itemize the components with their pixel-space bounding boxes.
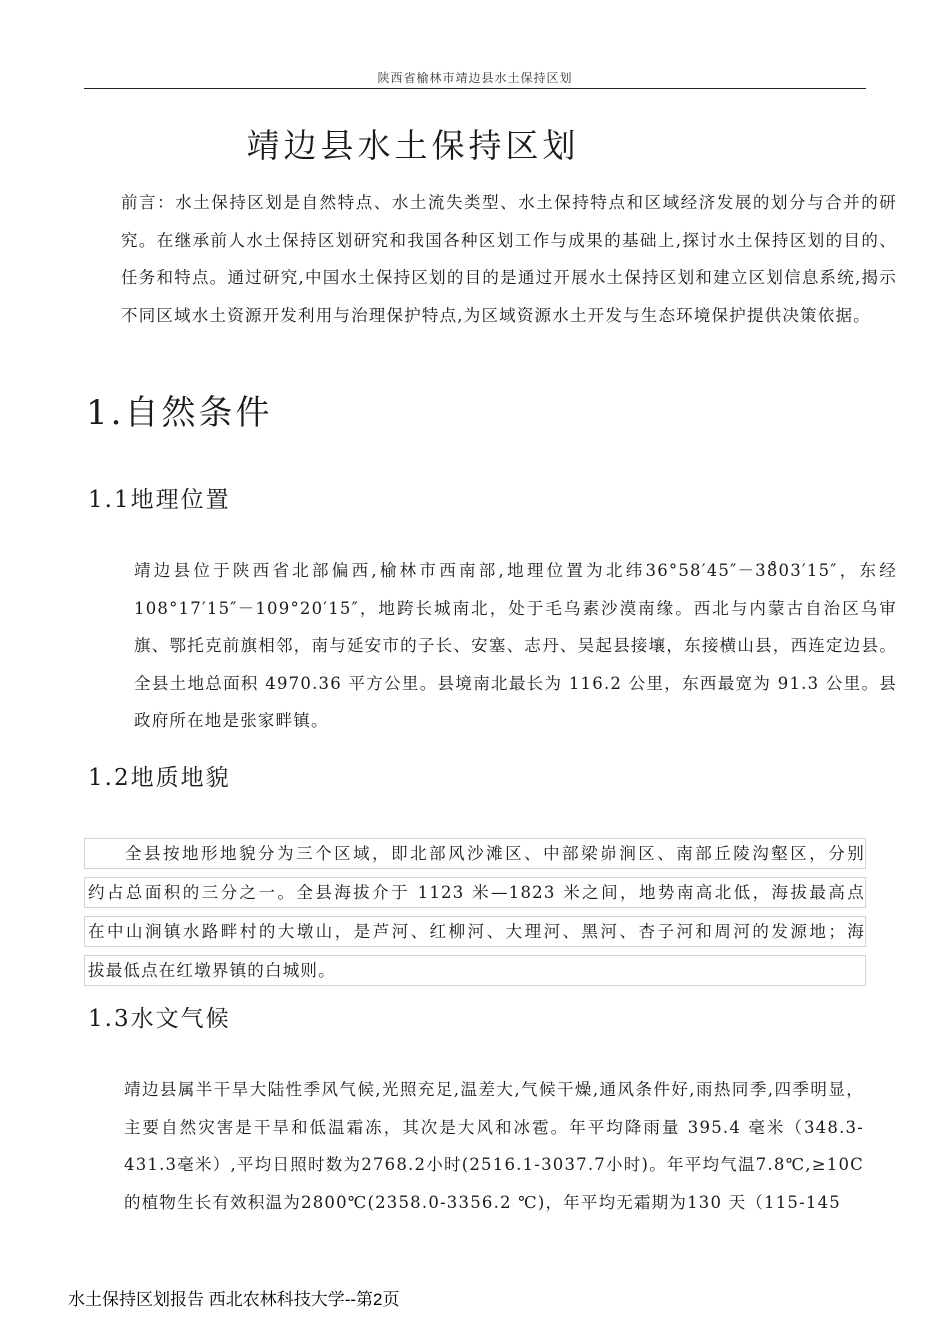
geographic-location-paragraph: 靖边县位于陕西省北部偏西,榆林市西南部,地理位置为北纬36°58′45″－38̊03′15″，东经108°17′15″－109°20′15″，地跨长城南北，处于毛乌素沙漠南缘。西北与内蒙古自治区乌审旗、鄂托克前旗相邻，南与延安市的子长、安塞、志丹、吴起县接壤，东接横山县，西连定边县。全县土地总面积 4970.36 平方公里。县境南北最长为 116.2 公里，东西最宽为 91.3 公里。县政府所在地是张家畔镇。 bbox=[134, 561, 897, 730]
page-title: 靖边县水土保持区划 bbox=[246, 126, 580, 166]
geology-landform-text-block bbox=[84, 838, 866, 994]
subsection-heading-geographic-location: 1.1地理位置 bbox=[88, 487, 231, 513]
geology-line-1: 全县按地形地貌分为三个区域，即北部风沙滩区、中部梁峁涧区、南部丘陵沟壑区，分别 bbox=[84, 838, 866, 869]
subsection-heading-geology-landform: 1.2地质地貌 bbox=[88, 765, 231, 791]
hydrology-climate-paragraph: 靖边县属半干旱大陆性季风气候,光照充足,温差大,气候干燥,通风条件好,雨热同季,四季明显，主要自然灾害是干旱和低温霜冻，其次是大风和冰雹。年平均降雨量 395.4 毫米（348.3-431.3毫米）,平均日照时数为2768.2小时(2516.1-3037.7小时)。年平均气温7.8℃,≥10C的植物生长有效积温为2800℃(2358.0-3356.2 ℃)，年平均无霜期为130 天（115-145 bbox=[124, 1080, 864, 1212]
running-header: 陕西省榆林市靖边县水土保持区划 bbox=[84, 68, 866, 89]
geology-line-2: 约占总面积的三分之一。全县海拔介于 1123 米—1823 米之间，地势南高北低，海拔最高点 bbox=[84, 877, 866, 908]
subsection-heading-hydrology-climate: 1.3水文气候 bbox=[88, 1006, 231, 1032]
geology-line-3: 在中山涧镇水路畔村的大墩山，是芦河、红柳河、大理河、黑河、杏子河和周河的发源地；海 bbox=[84, 916, 866, 947]
preface-paragraph: 前言：水土保持区划是自然特点、水土流失类型、水土保持特点和区域经济发展的划分与合并的研究。在继承前人水土保持区划研究和我国各种区划工作与成果的基础上,探讨水土保持区划的目的、任务和特点。通过研究,中国水土保持区划的目的是通过开展水土保持区划和建立区划信息系统,揭示不同区域水土资源开发利用与治理保护特点,为区域资源水土开发与生态环境保护提供决策依据。 bbox=[121, 193, 897, 325]
page-footer: 水土保持区划报告 西北农林科技大学--第2页 bbox=[68, 1290, 400, 1309]
section-heading-natural-conditions: 1.自然条件 bbox=[86, 393, 273, 433]
geology-line-4: 拔最低点在红墩界镇的白城则。 bbox=[84, 955, 866, 986]
